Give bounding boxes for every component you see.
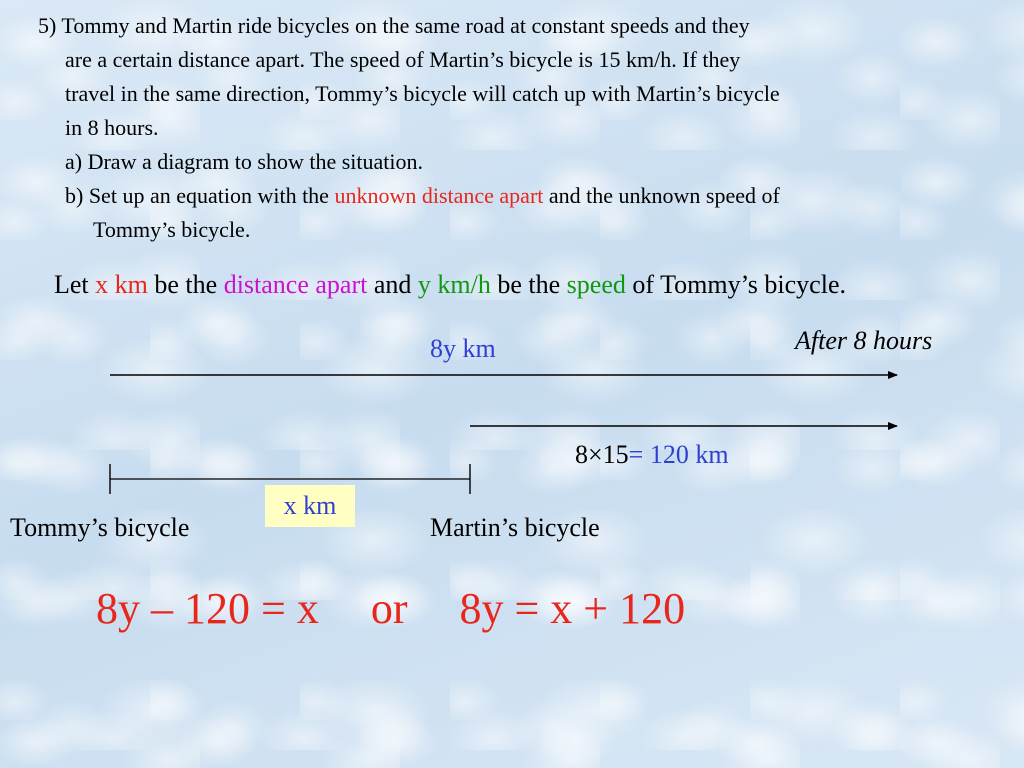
equation-left: 8y – 120 = x — [96, 584, 319, 633]
let-be-the-2: be the — [490, 270, 567, 299]
let-x-km: x km — [95, 270, 148, 299]
part-b-end: and the unknown speed of — [543, 183, 780, 208]
gap-label: x km — [265, 485, 355, 527]
let-speed: speed — [566, 270, 626, 299]
problem-line-3: travel in the same direction, Tommy’s bicycle will catch up with Martin’s bicycle — [65, 81, 780, 106]
equation — [96, 583, 685, 634]
tommy-bicycle-label: Tommy’s bicycle — [10, 513, 190, 542]
martin-product: 8×15 — [575, 440, 629, 469]
part-b-start: b) Set up an equation with the — [65, 183, 335, 208]
after-8-hours-label: After 8 hours — [795, 326, 933, 355]
part-b-highlight: unknown distance apart — [334, 183, 544, 208]
equation-or: or — [370, 584, 408, 633]
let-distance-apart: distance apart — [223, 270, 368, 299]
let-and: and — [367, 270, 418, 299]
martin-result: = 120 km — [628, 440, 729, 469]
problem-part-b-line-2: Tommy’s bicycle. — [93, 217, 251, 242]
problem-part-a: a) Draw a diagram to show the situation. — [65, 149, 424, 174]
problem-line-2: are a certain distance apart. The speed of Martin’s bicycle is 15 km/h. If they — [65, 47, 741, 72]
martin-bicycle-label: Martin’s bicycle — [430, 513, 600, 542]
equation-right: 8y = x + 120 — [459, 584, 686, 633]
let-y-kmh: y km/h — [417, 270, 491, 299]
martin-distance-label — [575, 440, 729, 470]
problem-line-1: 5) Tommy and Martin ride bicycles on the same road at constant speeds and they — [38, 13, 750, 38]
let-be-the-1: be the — [147, 270, 224, 299]
problem-line-4: in 8 hours. — [65, 115, 159, 140]
let-word: Let — [54, 270, 96, 299]
tommy-distance-label: 8y km — [430, 334, 496, 363]
let-end: of Tommy’s bicycle. — [625, 270, 846, 299]
